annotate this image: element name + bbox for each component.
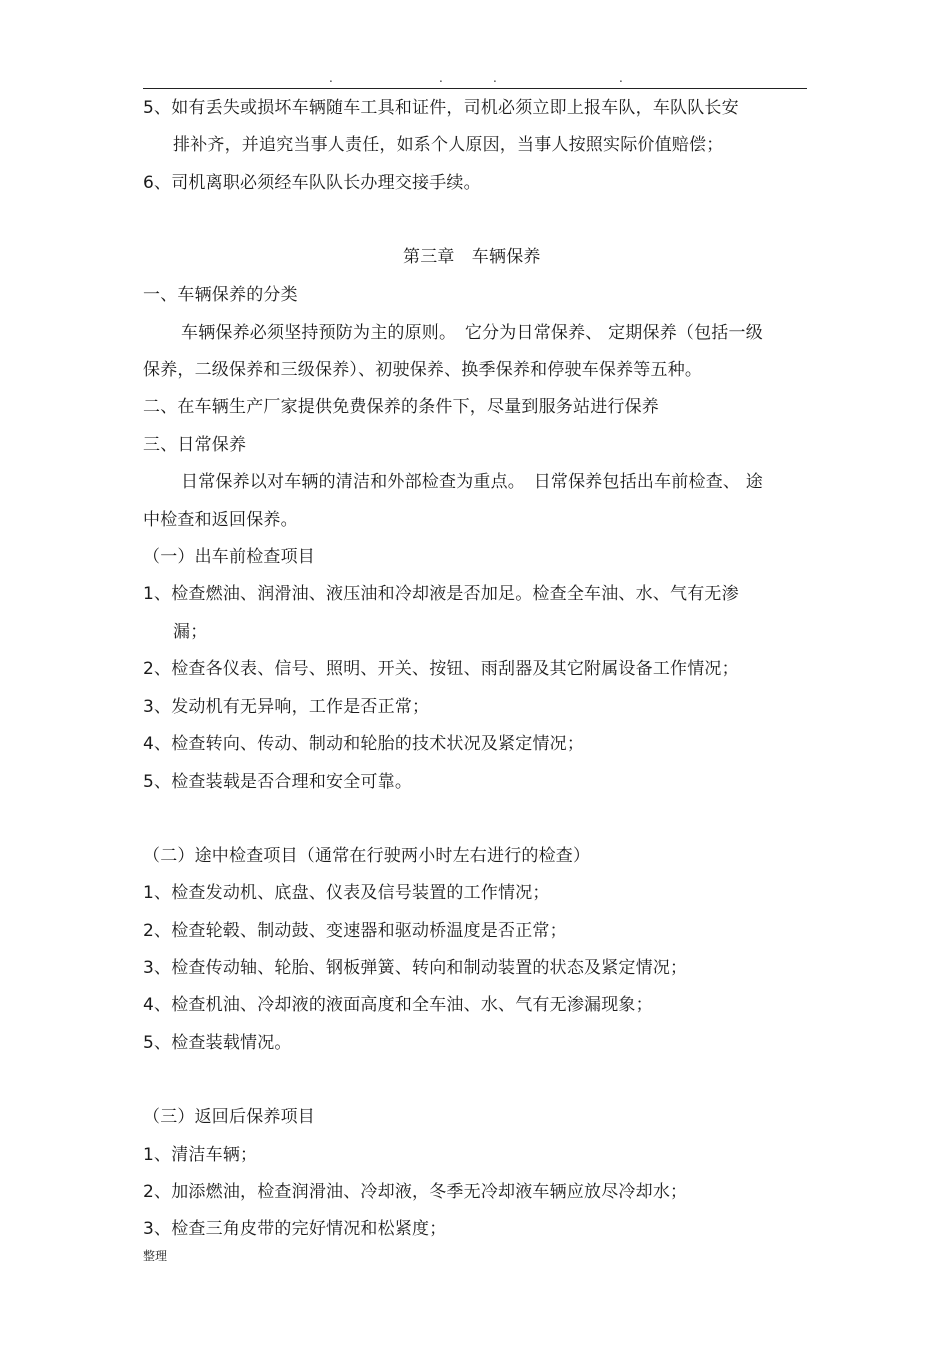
list-item-pre-trip-1: 1、检查燃油、润滑油、液压油和冷却液是否加足。检查全车油、水、气有无渗: [143, 584, 739, 604]
list-item-6-resignation: 6、司机离职必须经车队队长办理交接手续。: [143, 173, 481, 193]
paragraph-classification-continuation: 保养，二级保养和三级保养）、初驶保养、换季保养和停驶车保养等五种。: [143, 360, 703, 380]
paragraph-daily-continuation: 中检查和返回保养。: [143, 510, 298, 530]
subsection-heading-en-route: （二）途中检查项目（通常在行驶两小时左右进行的检查）: [143, 846, 591, 866]
section-heading-daily: 三、日常保养: [143, 435, 247, 455]
list-item-pre-trip-4: 4、检查转向、传动、制动和轮胎的技术状况及紧定情况；: [143, 734, 585, 754]
header-dot: .: [439, 71, 443, 85]
header-dot: .: [329, 71, 333, 85]
header-dot: .: [619, 71, 623, 85]
list-item-en-route-2: 2、检查轮毂、制动鼓、变速器和驱动桥温度是否正常；: [143, 921, 567, 941]
list-item-pre-trip-5: 5、检查装载是否合理和安全可靠。: [143, 772, 413, 792]
list-item-5-continuation: 排补齐，并追究当事人责任，如系个人原因，当事人按照实际价值赔偿；: [173, 135, 724, 155]
header-dots: [143, 72, 807, 86]
section-heading-free-service: 二、在车辆生产厂家提供免费保养的条件下，尽量到服务站进行保养: [143, 397, 659, 417]
list-item-en-route-1: 1、检查发动机、底盘、仪表及信号装置的工作情况；: [143, 883, 550, 903]
list-item-en-route-5: 5、检查装载情况。: [143, 1033, 292, 1053]
list-item-en-route-3: 3、检查传动轴、轮胎、钢板弹簧、转向和制动装置的状态及紧定情况；: [143, 958, 688, 978]
list-item-pre-trip-1-continuation: 漏；: [173, 622, 208, 642]
header-dot: .: [493, 71, 497, 85]
footer-label: 整理: [143, 1249, 168, 1263]
list-item-en-route-4: 4、检查机油、冷却液的液面高度和全车油、水、气有无渗漏现象；: [143, 995, 653, 1015]
list-item-post-trip-2: 2、加添燃油，检查润滑油、冷却液，冬季无冷却液车辆应放尽冷却水；: [143, 1182, 688, 1202]
subsection-heading-post-trip: （三）返回后保养项目: [143, 1107, 315, 1127]
list-item-post-trip-1: 1、清洁车辆；: [143, 1145, 258, 1165]
list-item-pre-trip-2: 2、检查各仪表、信号、照明、开关、按钮、雨刮器及其它附属设备工作情况；: [143, 659, 739, 679]
list-item-post-trip-3: 3、检查三角皮带的完好情况和松紧度；: [143, 1219, 447, 1239]
header-rule: [143, 88, 807, 89]
chapter-title: 第三章 车辆保养: [403, 247, 541, 267]
subsection-heading-pre-trip: （一）出车前检查项目: [143, 547, 315, 567]
section-heading-classification: 一、车辆保养的分类: [143, 285, 298, 305]
paragraph-daily: 日常保养以对车辆的清洁和外部检查为重点。 日常保养包括出车前检查、 途: [181, 472, 763, 492]
paragraph-classification: 车辆保养必须坚持预防为主的原则。 它分为日常保养、 定期保养（包括一级: [181, 323, 763, 343]
list-item-5-lost-tools: 5、如有丢失或损坏车辆随车工具和证件，司机必须立即上报车队，车队队长安: [143, 98, 739, 118]
list-item-pre-trip-3: 3、发动机有无异响，工作是否正常；: [143, 697, 430, 717]
